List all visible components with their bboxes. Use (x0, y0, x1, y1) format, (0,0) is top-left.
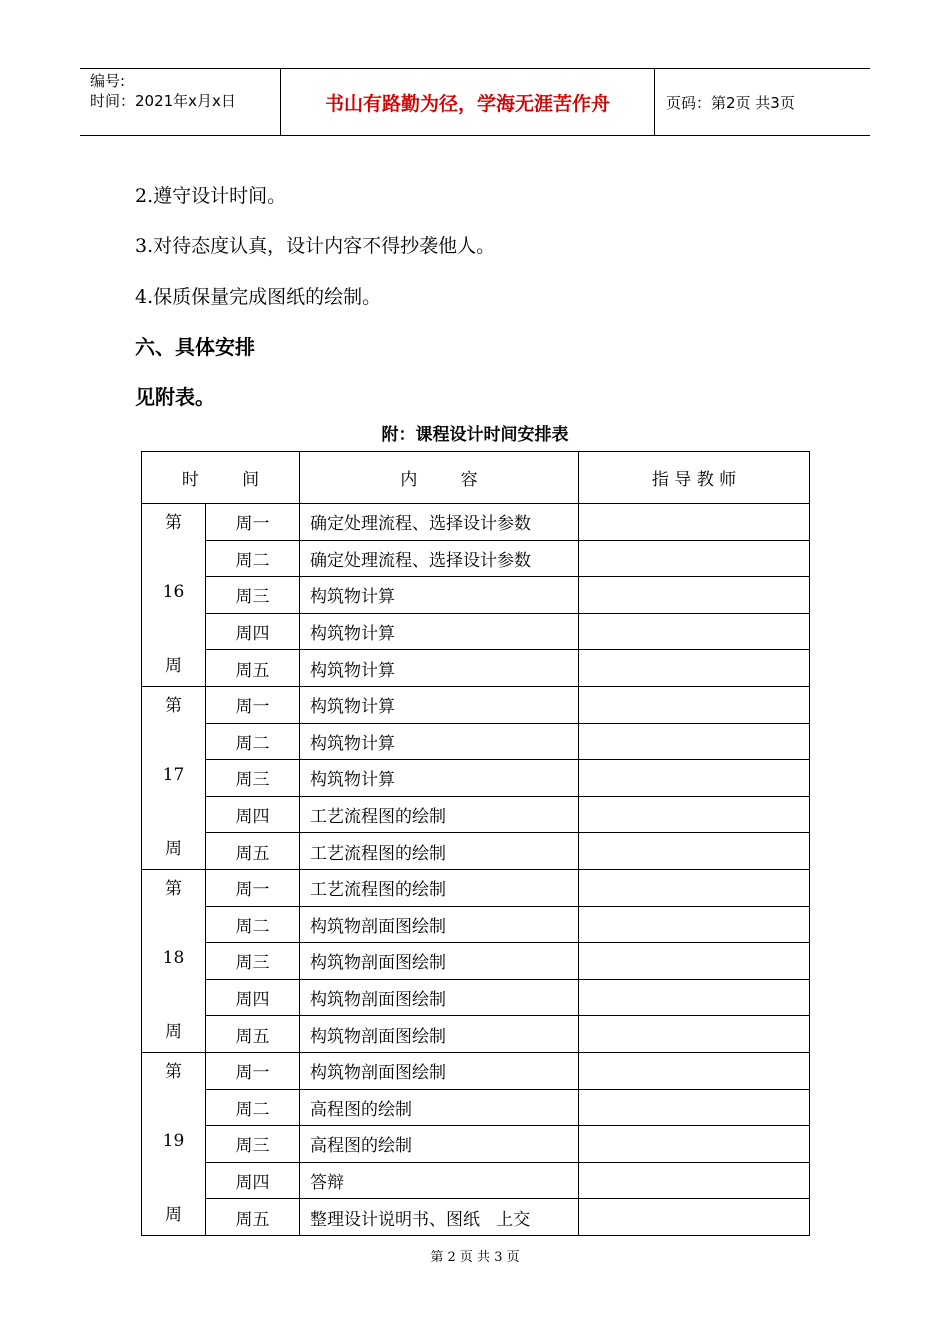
page-header (80, 68, 870, 136)
content-cell: 构筑物剖面图绘制 (300, 1016, 579, 1053)
day-cell: 周三 (206, 577, 300, 614)
teacher-cell (579, 540, 810, 577)
day-cell: 周四 (206, 1162, 300, 1199)
schedule-table (141, 451, 810, 1236)
week-label-number: 19 (162, 1130, 185, 1151)
page-footer: 第 2 页 共 3 页 (430, 1250, 520, 1265)
content-cell: 构筑物剖面图绘制 (300, 943, 579, 980)
day-cell: 周一 (206, 504, 300, 541)
week-label (142, 1053, 205, 1225)
content-cell: 构筑物剖面图绘制 (300, 979, 579, 1016)
paragraph: 3.对待态度认真，设计内容不得抄袭他人。 (135, 235, 496, 257)
table-row (142, 1162, 810, 1199)
teacher-cell (579, 613, 810, 650)
table-row (142, 650, 810, 687)
content-cell: 确定处理流程、选择设计参数 (300, 540, 579, 577)
week-label (142, 870, 205, 1042)
day-cell: 周五 (206, 1199, 300, 1236)
table-caption: 附：课程设计时间安排表 (381, 425, 569, 445)
week-label-bottom: 周 (165, 1204, 182, 1225)
table-row (142, 906, 810, 943)
content-cell: 构筑物剖面图绘制 (300, 1052, 579, 1089)
content-cell: 整理设计说明书、图纸 上交 (300, 1199, 579, 1236)
table-row (142, 1126, 810, 1163)
week-label-number: 17 (162, 764, 185, 785)
day-cell: 周五 (206, 650, 300, 687)
paragraph: 2.遵守设计时间。 (135, 185, 287, 207)
header-number-label: 编号: (90, 72, 126, 90)
content-cell: 工艺流程图的绘制 (300, 796, 579, 833)
table-row (142, 1089, 810, 1126)
header-divider (654, 69, 655, 135)
table-row (142, 686, 810, 723)
teacher-cell (579, 943, 810, 980)
table-row (142, 613, 810, 650)
table-row (142, 833, 810, 870)
teacher-cell (579, 1016, 810, 1053)
content-cell: 高程图的绘制 (300, 1089, 579, 1126)
header-time: 时 间 (142, 452, 300, 504)
table-row (142, 796, 810, 833)
content-cell: 构筑物计算 (300, 686, 579, 723)
week-label-number: 16 (162, 582, 185, 602)
header-content: 内 容 (300, 452, 579, 504)
table-row (142, 979, 810, 1016)
week-label-bottom: 周 (165, 656, 182, 676)
table-row (142, 1016, 810, 1053)
teacher-cell (579, 1199, 810, 1236)
teacher-cell (579, 833, 810, 870)
content-cell: 工艺流程图的绘制 (300, 833, 579, 870)
day-cell: 周五 (206, 833, 300, 870)
see-appendix-text: 见附表。 (135, 385, 215, 409)
content-cell: 构筑物计算 (300, 650, 579, 687)
table-row (142, 760, 810, 797)
day-cell: 周一 (206, 686, 300, 723)
content-cell: 构筑物剖面图绘制 (300, 906, 579, 943)
header-motto: 书山有路勤为径，学海无涯苦作舟 (324, 92, 610, 115)
day-cell: 周一 (206, 1052, 300, 1089)
content-cell: 构筑物计算 (300, 613, 579, 650)
teacher-cell (579, 796, 810, 833)
teacher-cell (579, 723, 810, 760)
table-row (142, 723, 810, 760)
table-row (142, 869, 810, 906)
day-cell: 周二 (206, 1089, 300, 1126)
table-row (142, 943, 810, 980)
content-cell: 构筑物计算 (300, 577, 579, 614)
teacher-cell (579, 979, 810, 1016)
day-cell: 周四 (206, 979, 300, 1016)
table-row (142, 1052, 810, 1089)
day-cell: 周四 (206, 796, 300, 833)
teacher-cell (579, 650, 810, 687)
content-cell: 答辩 (300, 1162, 579, 1199)
content-cell: 工艺流程图的绘制 (300, 869, 579, 906)
week-label (142, 687, 205, 859)
header-meta (90, 71, 236, 111)
header-date-label: 时间：2021年x月x日 (90, 92, 236, 110)
week-cell (142, 686, 206, 869)
day-cell: 周三 (206, 760, 300, 797)
teacher-cell (579, 1126, 810, 1163)
teacher-cell (579, 686, 810, 723)
table-row (142, 577, 810, 614)
teacher-cell (579, 1052, 810, 1089)
week-label-bottom: 周 (165, 838, 182, 859)
content-cell: 确定处理流程、选择设计参数 (300, 504, 579, 541)
table-row (142, 504, 810, 541)
header-teacher: 指 导 教 师 (579, 452, 810, 504)
content-cell: 构筑物计算 (300, 760, 579, 797)
teacher-cell (579, 869, 810, 906)
table-header-row (142, 452, 810, 504)
day-cell: 周二 (206, 540, 300, 577)
teacher-cell (579, 760, 810, 797)
teacher-cell (579, 504, 810, 541)
content-cell: 构筑物计算 (300, 723, 579, 760)
header-page-label: 页码：第2页 共3页 (666, 93, 795, 112)
day-cell: 周三 (206, 943, 300, 980)
week-label-number: 18 (162, 947, 185, 968)
week-label-top: 第 (165, 1061, 182, 1082)
day-cell: 周五 (206, 1016, 300, 1053)
day-cell: 周四 (206, 613, 300, 650)
teacher-cell (579, 1162, 810, 1199)
section-heading: 六、具体安排 (135, 335, 255, 359)
paragraph: 4.保质保量完成图纸的绘制。 (135, 286, 382, 308)
day-cell: 周一 (206, 869, 300, 906)
week-label (142, 504, 205, 676)
week-cell (142, 504, 206, 687)
table-row (142, 1199, 810, 1236)
week-label-top: 第 (165, 878, 182, 899)
teacher-cell (579, 906, 810, 943)
teacher-cell (579, 1089, 810, 1126)
week-cell (142, 869, 206, 1052)
day-cell: 周二 (206, 906, 300, 943)
week-label-top: 第 (165, 513, 182, 533)
content-cell: 高程图的绘制 (300, 1126, 579, 1163)
week-label-bottom: 周 (165, 1021, 182, 1042)
day-cell: 周二 (206, 723, 300, 760)
day-cell: 周三 (206, 1126, 300, 1163)
table-row (142, 540, 810, 577)
week-cell (142, 1052, 206, 1235)
week-label-top: 第 (165, 695, 182, 716)
teacher-cell (579, 577, 810, 614)
